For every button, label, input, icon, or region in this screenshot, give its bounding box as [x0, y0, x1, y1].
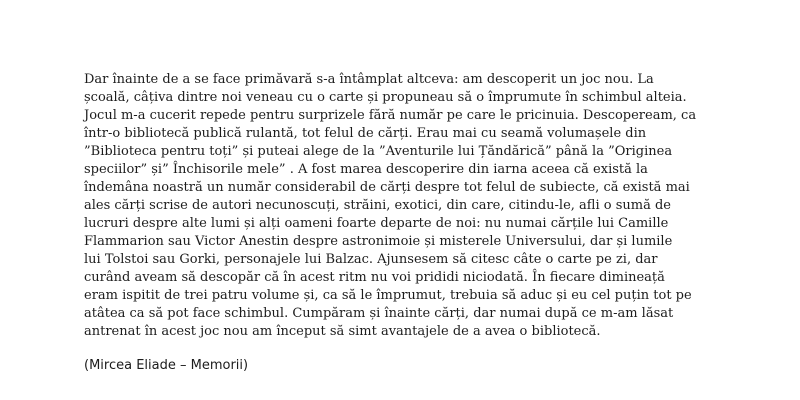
paragraph-line: ales cărți scrise de autori necunoscuți, străini, exotici, din care, citindu-le, afli o sumă de — [84, 198, 671, 213]
paragraph-line: îndemâna noastră un număr considerabil de cărți despre tot felul de subiecte, că există mai — [84, 180, 690, 195]
paragraph-line: atâtea ca să pot face schimbul. Cumpăram și înainte cărți, dar numai după ce m-am lăsat — [84, 306, 674, 321]
paragraph-line: școală, câțiva dintre noi veneau cu o carte și propuneau să o împrumute în schimbul alteia. — [84, 90, 687, 105]
paragraph-line: curând aveam să descopăr că în acest ritm nu voi prididi niciodată. În fiecare dimineață — [84, 270, 665, 285]
memoir-paragraph — [84, 71, 744, 341]
paragraph-line: Dar înainte de a se face primăvară s-a întâmplat altceva: am descoperit un joc nou. La — [84, 72, 654, 87]
paragraph-line: Jocul m-a cucerit repede pentru surprizele fără număr pe care le pricinuia. Descopeream, ca — [84, 108, 697, 123]
paragraph-line: antrenat în acest joc nou am început să simt avantajele de a avea o bibliotecă. — [84, 324, 601, 339]
paragraph-line: ”Biblioteca pentru toți” și puteai alege de la ”Aventurile lui Țăndărică” până la ”Originea — [84, 144, 673, 159]
paragraph-line: într-o bibliotecă publică rulantă, tot felul de cărți. Erau mai cu seamă volumașele din — [84, 126, 647, 141]
paragraph-line: Flammarion sau Victor Anestin despre astronimoie și misterele Universului, dar și lumile — [84, 234, 673, 249]
citation-source: (Mircea Eliade – Memorii) — [84, 358, 249, 373]
paragraph-line: lui Tolstoi sau Gorki, personajele lui Balzac. Ajunsesem să citesc câte o carte pe zi, dar — [84, 252, 658, 267]
paragraph-line: eram ispitit de trei patru volume și, ca să le împrumut, trebuia să aduc și eu cel puțin tot pe — [84, 288, 692, 303]
paragraph-line: speciilor” și” Închisorile mele” . A fost marea descoperire din iarna aceea că există la — [84, 162, 648, 177]
paragraph-line: lucruri despre alte lumi și alți oameni foarte departe de noi: nu numai cărțile lui Camille — [84, 216, 669, 231]
